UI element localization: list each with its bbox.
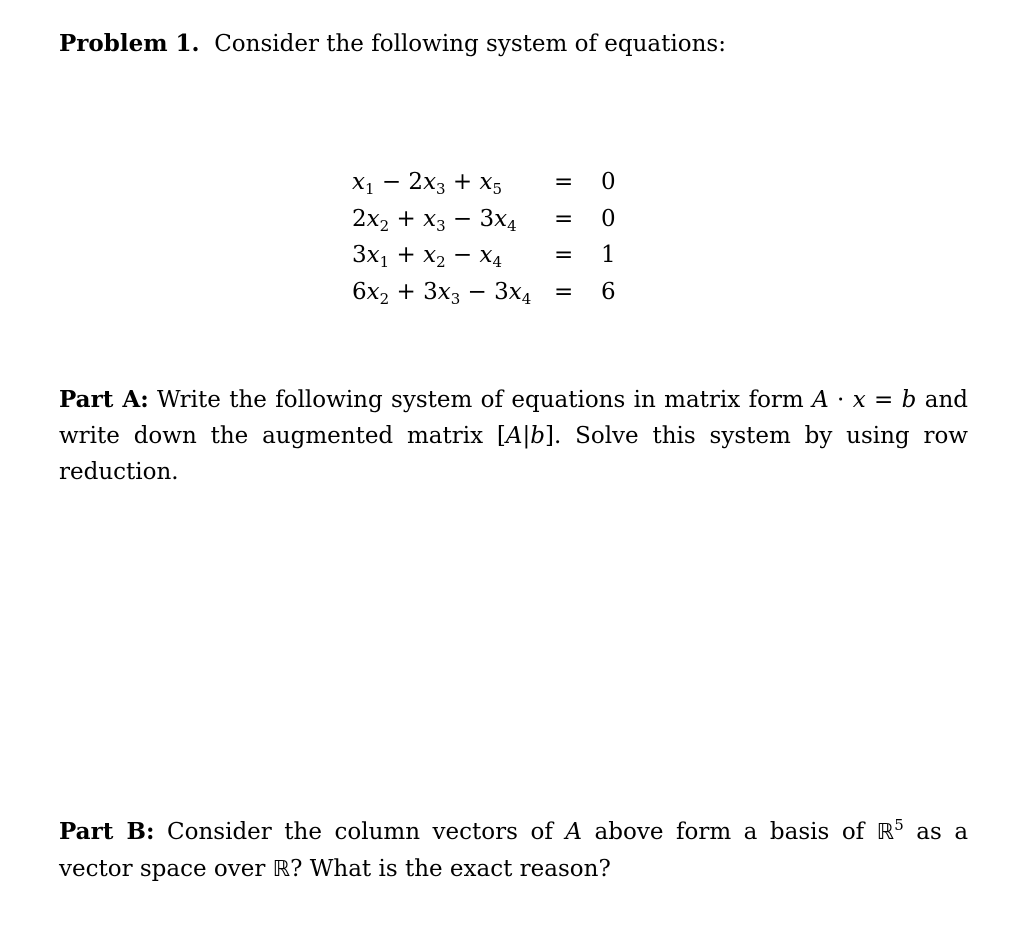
part-b-text: Consider the column vectors of <box>167 819 553 845</box>
equation-lhs: $2x_2 + x_3 - 3x_4$ <box>352 205 517 235</box>
part-b-text: ? What is the exact reason? <box>290 856 611 882</box>
part-a-text: . Solve this system by using row reduction. <box>59 423 968 485</box>
equals-sign: = <box>554 242 574 269</box>
equals-sign: = <box>554 169 574 196</box>
problem-label: Problem 1. <box>59 30 200 57</box>
equation-rhs: 6 <box>601 278 616 305</box>
part-b-label: Part B: <box>59 818 155 845</box>
part-a-paragraph <box>28 382 968 490</box>
equation-lhs: $3x_1 + x_2 - x_4$ <box>352 242 503 272</box>
equation-rhs: 0 <box>601 205 616 232</box>
matrix-equation: A · x = b <box>812 387 917 413</box>
equals-sign: = <box>554 278 574 305</box>
equals-sign: = <box>554 205 574 232</box>
real-field-symbol: ℝ <box>272 857 291 882</box>
augmented-matrix-symbol: [A|b] <box>496 423 554 449</box>
part-b-paragraph <box>28 814 968 888</box>
equation-row <box>352 237 631 274</box>
equation-rhs: 0 <box>601 169 616 196</box>
equation-system <box>352 164 631 310</box>
problem-heading <box>59 26 726 62</box>
equation-row <box>352 274 631 311</box>
equation-lhs: $x_1 - 2x_3 + x_5$ <box>352 169 503 199</box>
equation-rhs: 1 <box>601 242 616 269</box>
equation-row <box>352 201 631 238</box>
part-b-text: above form a basis of <box>594 819 865 845</box>
real-space-symbol: ℝ$^5$ <box>876 816 904 845</box>
problem-intro: Consider the following system of equations: <box>214 31 726 57</box>
part-a-text: Write the following system of equations in matrix form <box>157 387 804 413</box>
equation-row <box>352 164 631 201</box>
matrix-symbol: A <box>565 819 582 845</box>
part-a-text: and write down the augmented matrix <box>59 387 968 449</box>
part-b-text: as a vector space over <box>59 819 969 882</box>
equation-lhs: $6x_2 + 3x_3 - 3x_4$ <box>352 278 532 308</box>
part-a-label: Part A: <box>59 386 149 413</box>
